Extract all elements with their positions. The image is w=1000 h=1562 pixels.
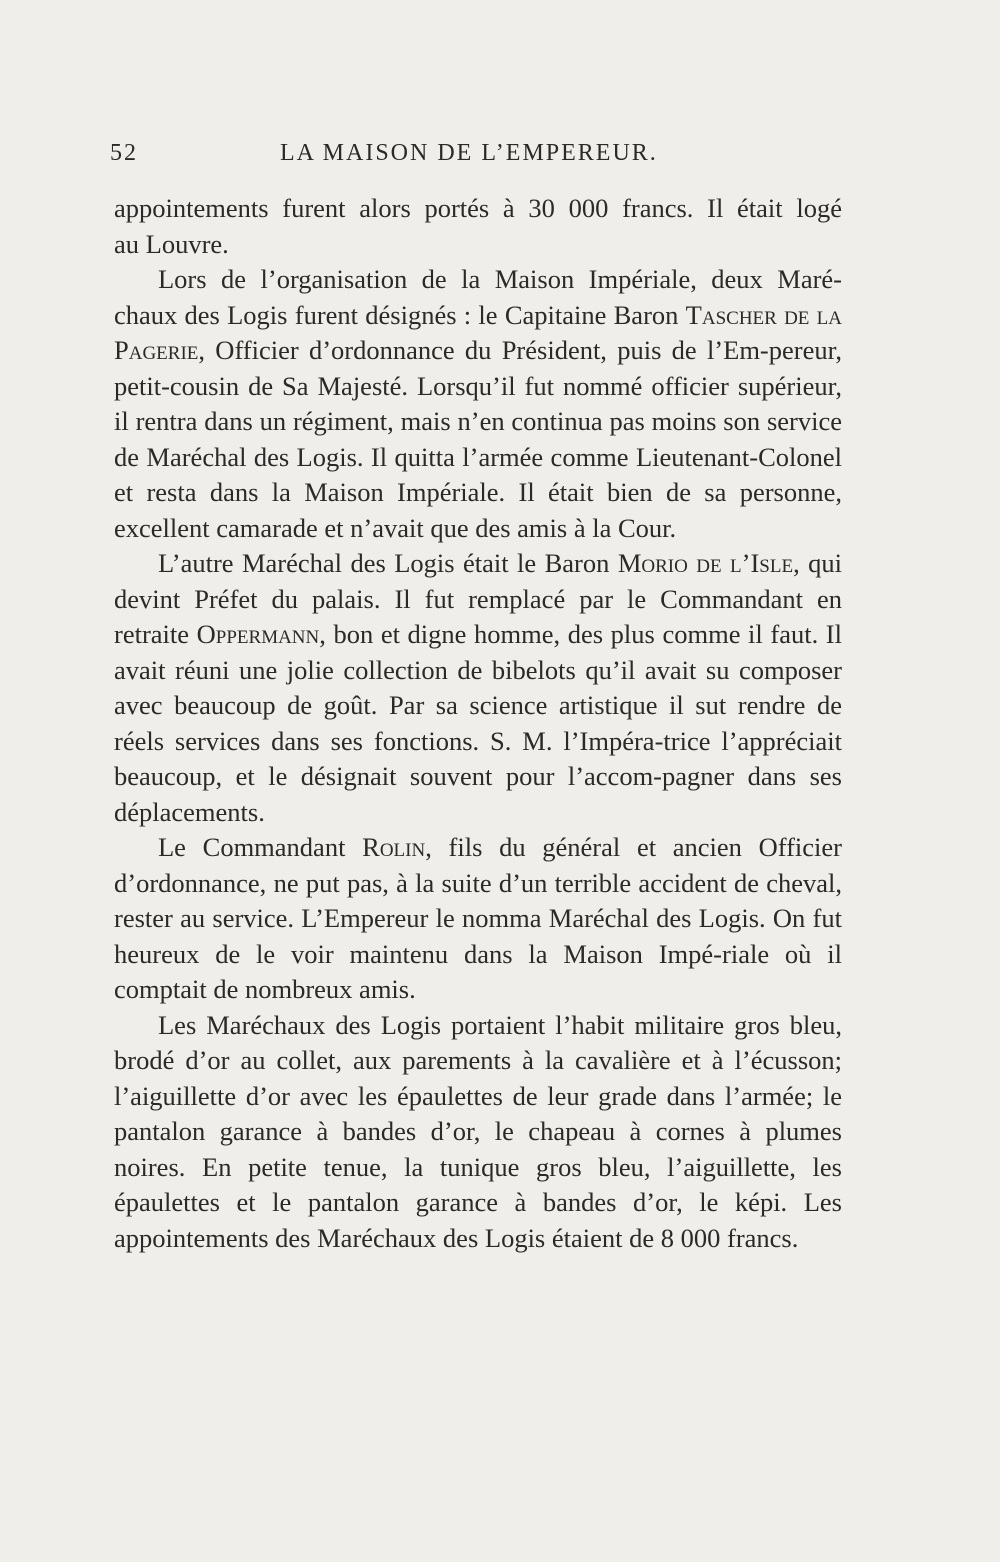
page-number: 52 (110, 140, 138, 166)
paragraph-5-text: Les Maréchaux des Logis portaient l’habit militaire gros bleu, brodé d’or au collet, aux parements à la cavalière et à l’écusson; l’aiguillette d’or avec les épaulettes de leur grade dans l’armée; le pantalon garance à bandes d’or, le chapeau à cornes à plumes noires. En petite tenue, la tunique gros bleu, l’aiguillette, les épaulettes et le pantalon garance à bandes d’or, le képi. Les appointements des Maréchaux des Logis étaient de 8 000 francs. (114, 1009, 842, 1253)
paragraph-1-line-1: appointements furent alors portés à 30 000 francs. Il était logé (114, 193, 842, 223)
paragraph-4 (114, 830, 842, 1008)
paragraph-2-text-b: , Officier d’ordonnance du Président, puis de l’Em-pereur, petit-cousin de Sa Majesté. Lorsqu’il fut nommé officier supérieur, il rentra dans un régiment, mais n’en continua pas moins son service de Maréchal des Logis. Il quitta l’armée comme Lieutenant-Colonel et resta dans la Maison Impériale. Il était bien de sa personne, excellent camarade et n’avait que des amis à la Cour. (114, 335, 842, 543)
paragraph-2 (114, 262, 842, 546)
paragraph-5 (114, 1008, 842, 1257)
paragraph-4-text-a: Le Commandant (158, 832, 363, 862)
paragraph-3-text-c: , bon et digne homme, des plus comme il faut. Il avait réuni une jolie collection de bibelots qu’il avait su composer avec beaucoup de goût. Par sa science artistique il sut rendre de réels services dans ses fonctions. S. M. l’Impéra-trice l’appréciait beaucoup, et le désignait souvent pour l’accom-pagner dans ses déplacements. (114, 619, 842, 827)
running-head (110, 140, 840, 174)
paragraph-3-text-b: , qui devint Préfet du palais. Il fut remplacé par le Commandant en retraite (114, 548, 843, 649)
name-tascher-de-la-pagerie: Tascher de la Pagerie (114, 299, 843, 365)
paragraph-1 (114, 191, 842, 262)
paragraph-1-line-2: au Louvre. (114, 228, 229, 259)
body-text (114, 191, 842, 1256)
paragraph-3-text-a: L’autre Maréchal des Logis était le Baron (158, 548, 618, 578)
name-morio-de-l-isle: Morio de l’Isle (617, 548, 794, 578)
name-oppermann: Oppermann (196, 619, 320, 649)
paragraph-3 (114, 546, 842, 830)
paragraph-4-text-b: , fils du général et ancien Officier d’ordonnance, ne put pas, à la suite d’un terrible accident de cheval, rester au service. L’Empereur le nomma Maréchal des Logis. On fut heureux de le voir maintenu dans la Maison Impé-riale où il comptait de nombreux amis. (114, 832, 842, 1004)
name-rolin: Rolin (362, 832, 426, 862)
running-title: LA MAISON DE L’EMPEREUR. (280, 140, 658, 166)
paragraph-2-text-a: Lors de l’organisation de la Maison Impériale, deux Maré-chaux des Logis furent désignés : le Capitaine Baron (114, 264, 842, 330)
